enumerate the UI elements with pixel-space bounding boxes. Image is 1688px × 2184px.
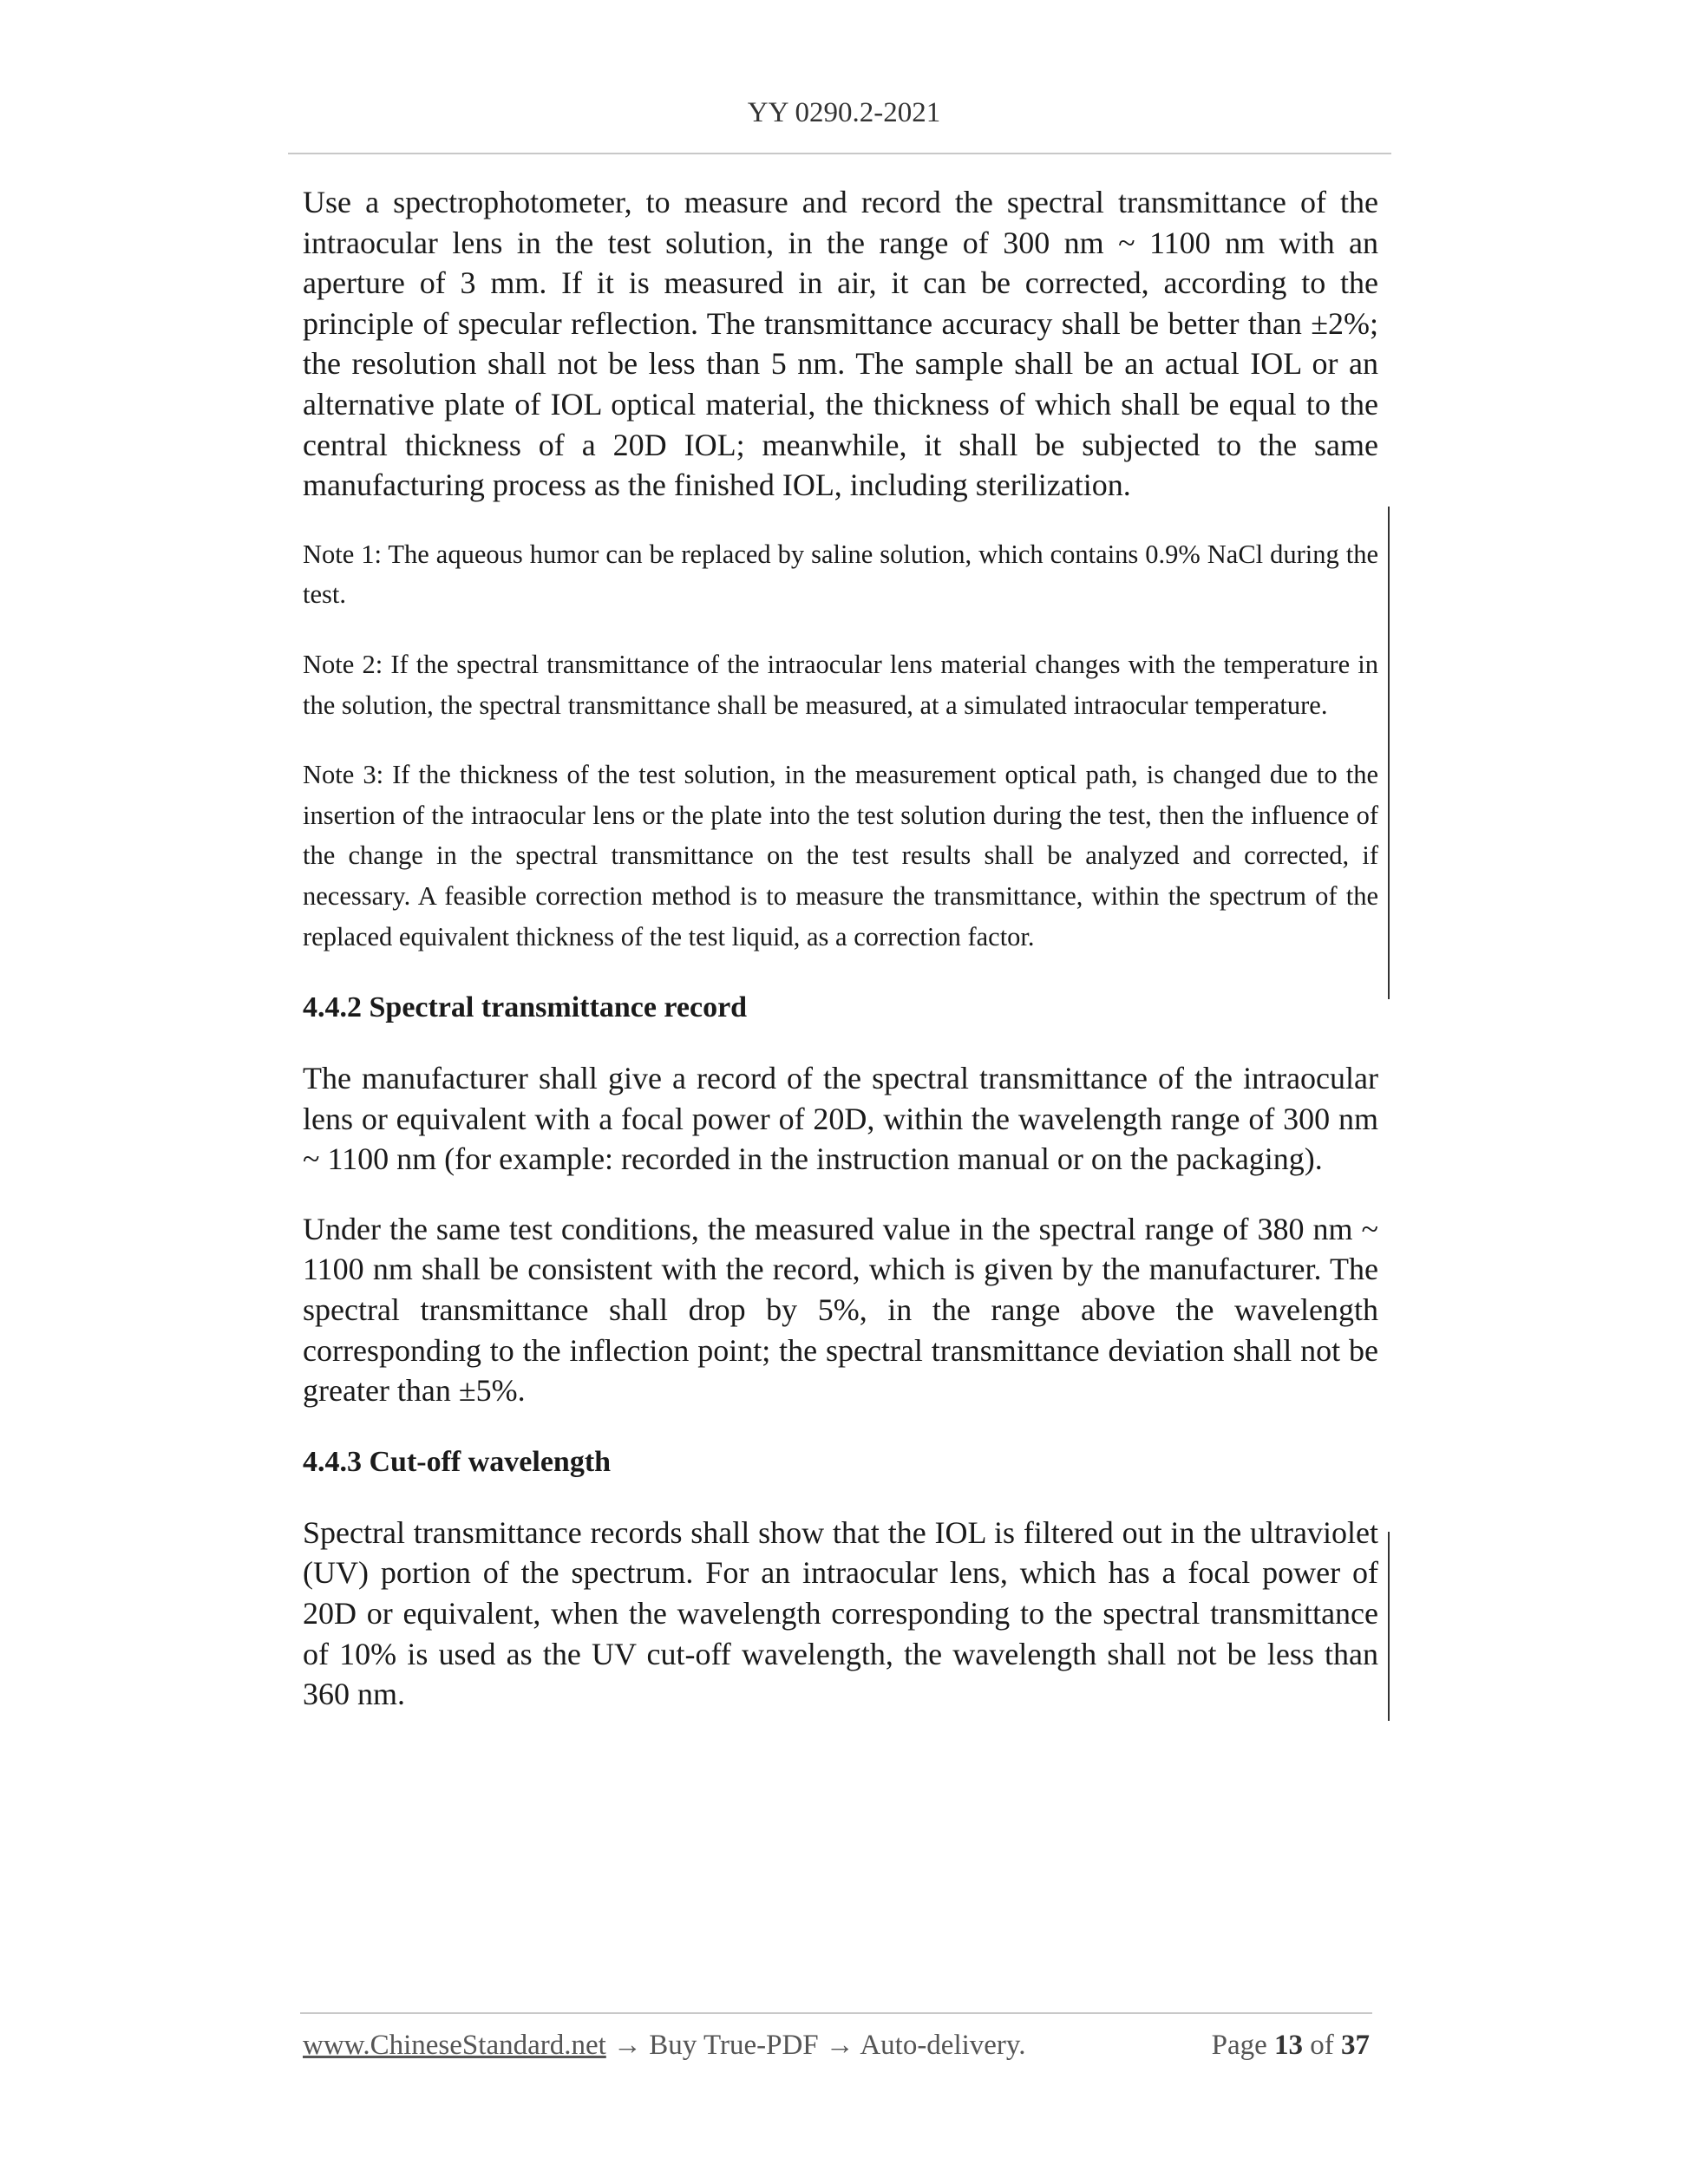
section-heading-4-4-3: 4.4.3 Cut-off wavelength	[303, 1445, 612, 1478]
document-id-header: YY 0290.2-2021	[747, 97, 941, 128]
auto-delivery-text: Auto-delivery.	[860, 2030, 1026, 2061]
document-body	[303, 182, 1378, 1715]
revision-change-bar	[1388, 1532, 1390, 1721]
page-footer	[303, 2030, 1370, 2073]
section-4-4-2-paragraph-1: The manufacturer shall give a record of the spectral transmittance of the intraocular lens or equivalent with a focal power of 20D, within the wavelength range of 300 nm ~ 1100 nm (for example: recorded in the instruction manual or on the packaging).	[303, 1061, 1378, 1177]
intro-paragraph: Use a spectrophotometer, to measure and record the spectral transmittance of the intraocular lens in the test solution, in the range of 300 nm ~ 1100 nm with an aperture of 3 mm. If it is measured in air, it can be corrected, according to the principle of specular reflection. The transmittance accuracy shall be better than ±2%; the resolution shall not be less than 5 nm. The sample shall be an actual IOL or an alternative plate of IOL optical material, the thickness of which shall be equal to the central thickness of a 20D IOL; meanwhile, it shall be subjected to the same manufacturing process as the finished IOL, including sterilization.	[303, 185, 1378, 503]
note-3: Note 3: If the thickness of the test solution, in the measurement optical path, is changed due to the insertion of the intraocular lens or the plate into the test solution during the test, then the influence of the change in the spectral transmittance on the test results shall be analyzed and corrected, if necessary. A feasible correction method is to measure the transmittance, within the spectrum of the replaced equivalent thickness of the test liquid, as a correction factor.	[303, 760, 1378, 951]
page-number	[1212, 2030, 1370, 2062]
footer-divider	[300, 2012, 1372, 2014]
website-link[interactable]: www.ChineseStandard.net	[303, 2030, 606, 2061]
total-pages: 37	[1341, 2030, 1370, 2061]
buy-true-pdf-link: Buy True-PDF	[649, 2030, 819, 2061]
arrow-right-icon: →	[825, 2030, 854, 2061]
section-4-4-3-paragraph-1: Spectral transmittance records shall show that the IOL is filtered out in the ultraviolet (UV) portion of the spectrum. For an intraocular lens, which has a focal power of 20D or equivalent, when the wavelength corresponding to the spectral transmittance of 10% is used as the UV cut-off wavelength, the wavelength shall not be less than 360 nm.	[303, 1514, 1378, 1712]
revision-change-bar	[1388, 507, 1390, 999]
section-heading-4-4-2: 4.4.2 Spectral transmittance record	[303, 991, 748, 1024]
of-label: of	[1310, 2030, 1334, 2061]
arrow-right-icon: →	[613, 2030, 643, 2061]
page-label: Page	[1211, 2030, 1267, 2061]
note-1: Note 1: The aqueous humor can be replaced by saline solution, which contains 0.9% NaCl during the test.	[303, 539, 1378, 610]
header-divider	[288, 153, 1391, 154]
section-4-4-2-paragraph-2: Under the same test conditions, the measured value in the spectral range of 380 nm ~ 1100 nm shall be consistent with the record, which is given by the manufacturer. The spectral transmittance shall drop by 5%, in the range above the wavelength corresponding to the inflection point; the spectral transmittance deviation shall not be greater than ±5%.	[303, 1211, 1378, 1409]
footer-promo	[303, 2030, 1026, 2062]
current-page: 13	[1274, 2030, 1303, 2061]
note-2: Note 2: If the spectral transmittance of the intraocular lens material changes with the temperature in the solution, the spectral transmittance shall be measured, at a simulated intraocular temperature.	[303, 649, 1378, 720]
